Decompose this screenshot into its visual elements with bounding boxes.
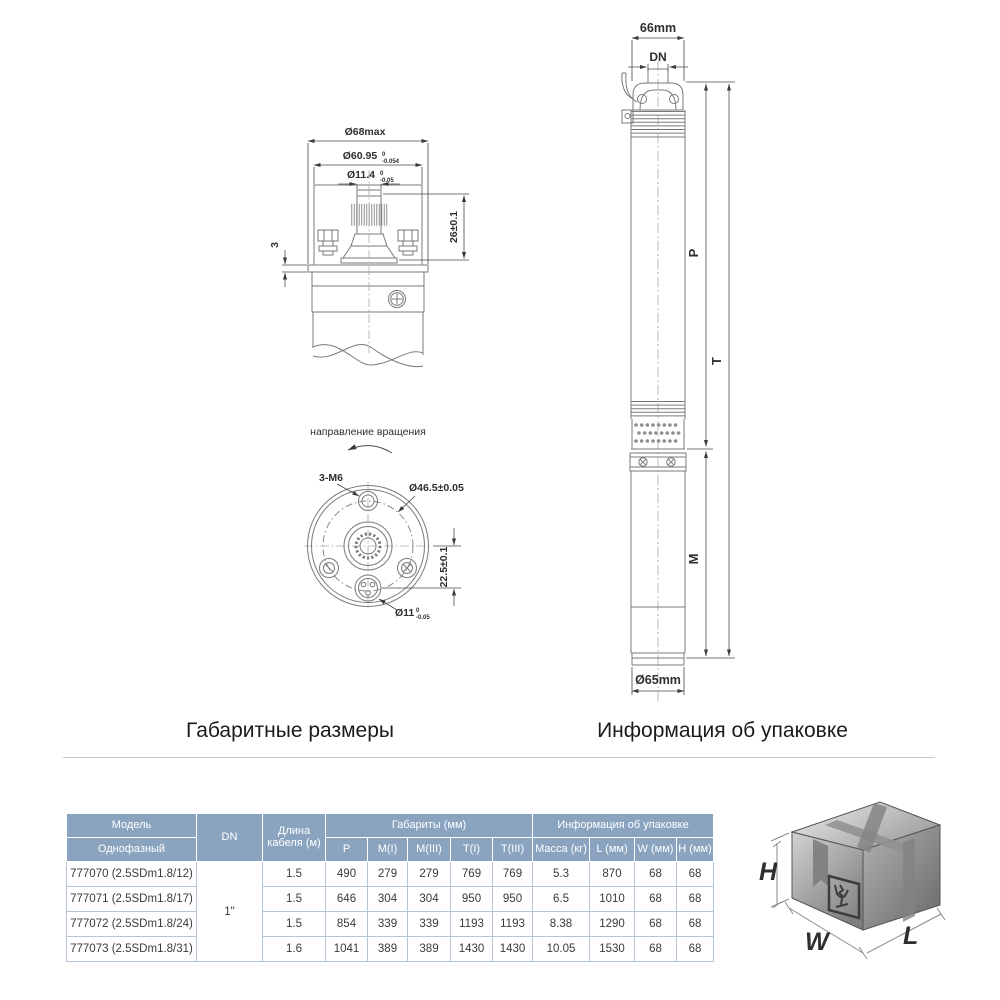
cell-model: 777072 (2.5SDm1.8/24) [67, 912, 197, 937]
col-header-p: P [326, 838, 368, 862]
cell-miii: 339 [408, 912, 451, 937]
cell-cable: 1.5 [263, 912, 326, 937]
fragile-glass-icon [829, 876, 859, 918]
label-3m6: 3-M6 [319, 472, 343, 484]
cell-ti: 1430 [451, 937, 493, 962]
rotation-caption: направление вращения [310, 426, 426, 438]
cell-miii: 304 [408, 887, 451, 912]
col-header-ti: T(I) [451, 838, 493, 862]
box-length-label: L [903, 922, 919, 950]
col-header-model: Модель [67, 814, 197, 838]
cell-h: 68 [677, 912, 714, 937]
col-header-phase: Однофазный [67, 838, 197, 862]
cell-ti: 1193 [451, 912, 493, 937]
cell-ti: 950 [451, 887, 493, 912]
cell-w: 68 [635, 912, 677, 937]
cell-mi: 304 [368, 887, 408, 912]
dim-label-d114: Ø11.4 [346, 169, 376, 181]
tape-strip [903, 838, 915, 922]
cell-dn: 1" [197, 862, 263, 962]
pump-rotation-view-drawing [285, 424, 485, 649]
section-title-packaging: Информация об упаковке [597, 719, 848, 742]
dim-label-d65mm: Ø65mm [635, 673, 681, 687]
cell-model: 777070 (2.5SDm1.8/12) [67, 862, 197, 887]
col-header-dn: DN [197, 814, 263, 862]
dim-label-t: T [709, 357, 724, 365]
table-row [67, 887, 714, 912]
cell-miii: 389 [408, 937, 451, 962]
cell-l: 870 [590, 862, 635, 887]
cell-p: 490 [326, 862, 368, 887]
cell-mi: 339 [368, 912, 408, 937]
cell-cable: 1.5 [263, 887, 326, 912]
cell-w: 68 [635, 937, 677, 962]
cell-l: 1010 [590, 887, 635, 912]
dim-label-dn: DN [649, 50, 667, 64]
col-header-mass: Масса (кг) [533, 838, 590, 862]
cell-tiii: 769 [493, 862, 533, 887]
cell-ti: 769 [451, 862, 493, 887]
cell-miii: 279 [408, 862, 451, 887]
cell-mass: 10.05 [533, 937, 590, 962]
cell-p: 1041 [326, 937, 368, 962]
dim-label-225: 22.5±0.1 [438, 546, 450, 588]
cell-w: 68 [635, 862, 677, 887]
spec-table [66, 813, 714, 962]
cell-mass: 6.5 [533, 887, 590, 912]
dim-label-d11: Ø11 [395, 607, 415, 619]
dim-label-66mm: 66mm [639, 21, 677, 35]
tape-tail [813, 839, 828, 887]
col-group-dimensions: Габариты (мм) [326, 814, 533, 838]
cell-h: 68 [677, 862, 714, 887]
box-height-label: H [759, 858, 778, 886]
col-group-packaging: Информация об упаковке [533, 814, 714, 838]
dim-d6095-tol-upper: 0 [382, 152, 386, 158]
cell-p: 854 [326, 912, 368, 937]
dim-label-m: M [686, 553, 701, 565]
cell-mass: 8.38 [533, 912, 590, 937]
col-header-cable: Длина кабеля (м) [263, 814, 326, 862]
dim-label-3: 3 [269, 242, 281, 248]
cell-cable: 1.6 [263, 937, 326, 962]
dim-d6095-tol-lower: -0.054 [382, 159, 400, 165]
cell-model: 777071 (2.5SDm1.8/17) [67, 887, 197, 912]
cell-tiii: 950 [493, 887, 533, 912]
table-row [67, 937, 714, 962]
dim-d11-tol-lower: -0.05 [416, 615, 430, 621]
pump-head-section-drawing [268, 118, 478, 388]
table-row [67, 862, 714, 887]
col-header-mi: M(I) [368, 838, 408, 862]
cell-tiii: 1193 [493, 912, 533, 937]
dim-label-d6095: Ø60.95 [342, 150, 378, 162]
dim-label-d465: Ø46.5±0.05 [409, 482, 464, 494]
dim-label-26: 26±0.1 [448, 210, 460, 244]
dim-label-p: P [686, 248, 701, 258]
dim-d114-tol-upper: 0 [380, 171, 384, 177]
section-title-dimensions: Габаритные размеры [186, 719, 394, 742]
cell-model: 777073 (2.5SDm1.8/31) [67, 937, 197, 962]
separator-line [63, 757, 935, 758]
col-header-tiii: T(III) [493, 838, 533, 862]
col-header-miii: M(III) [408, 838, 451, 862]
package-box-illustration [755, 792, 970, 977]
col-header-w: W (мм) [635, 838, 677, 862]
cell-h: 68 [677, 937, 714, 962]
col-header-l: L (мм) [590, 838, 635, 862]
cell-mi: 279 [368, 862, 408, 887]
cell-mi: 389 [368, 937, 408, 962]
cell-p: 646 [326, 887, 368, 912]
cell-cable: 1.5 [263, 862, 326, 887]
pump-side-view-drawing [595, 15, 765, 710]
dim-d114-tol-lower: -0.05 [380, 178, 394, 184]
cell-w: 68 [635, 887, 677, 912]
col-header-h: H (мм) [677, 838, 714, 862]
dim-d11-tol-upper: 0 [416, 608, 420, 614]
box-width-label: W [805, 928, 829, 956]
cell-l: 1530 [590, 937, 635, 962]
cell-mass: 5.3 [533, 862, 590, 887]
cell-tiii: 1430 [493, 937, 533, 962]
cell-l: 1290 [590, 912, 635, 937]
dim-label-d68: Ø68max [344, 126, 386, 138]
cell-h: 68 [677, 887, 714, 912]
table-row [67, 912, 714, 937]
